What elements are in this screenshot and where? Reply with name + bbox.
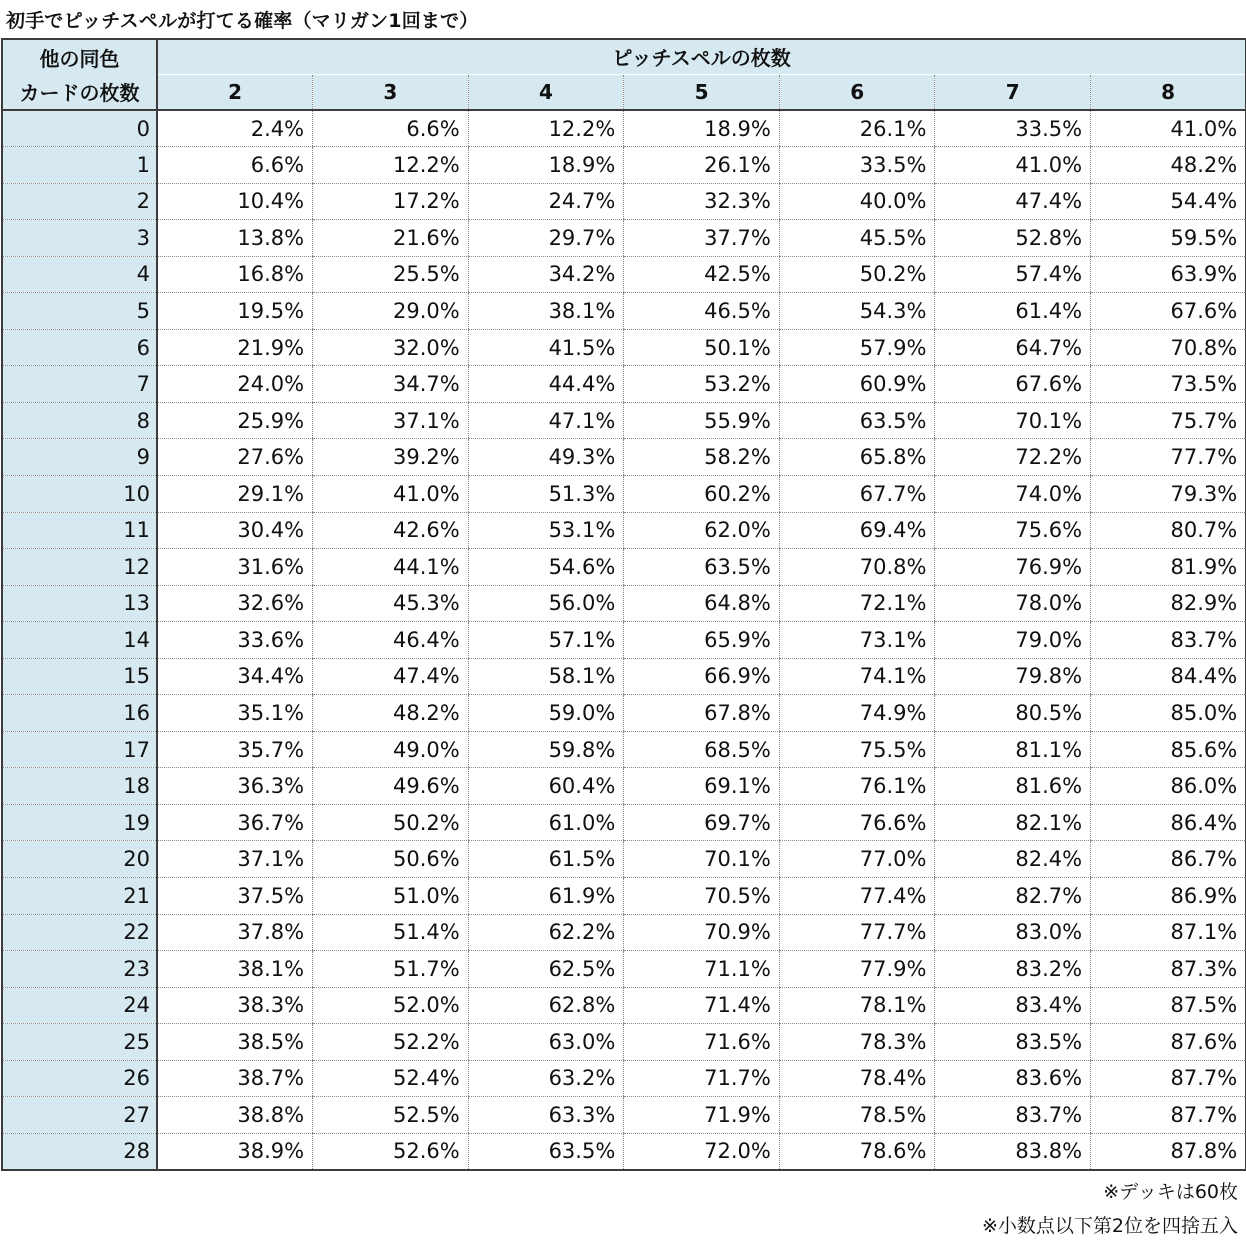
table-cell: 76.6% <box>779 804 935 841</box>
table-cell: 77.0% <box>779 841 935 878</box>
table-cell: 68.5% <box>624 731 780 768</box>
table-cell: 82.7% <box>935 877 1091 914</box>
table-cell: 42.5% <box>624 256 780 293</box>
table-cell: 40.0% <box>779 183 935 220</box>
table-cell: 38.9% <box>157 1133 313 1170</box>
table-cell: 52.0% <box>313 987 469 1024</box>
row-label: 13 <box>2 585 157 622</box>
table-cell: 85.6% <box>1091 731 1246 768</box>
table-cell: 41.5% <box>468 329 624 366</box>
table-cell: 21.9% <box>157 329 313 366</box>
table-row <box>2 439 1246 476</box>
table-cell: 10.4% <box>157 183 313 220</box>
table-cell: 66.9% <box>624 658 780 695</box>
table-cell: 37.1% <box>157 841 313 878</box>
table-cell: 61.4% <box>935 293 1091 330</box>
table-cell: 37.8% <box>157 914 313 951</box>
table-cell: 86.9% <box>1091 877 1246 914</box>
table-cell: 48.2% <box>313 695 469 732</box>
table-cell: 79.0% <box>935 622 1091 659</box>
table-row <box>2 695 1246 732</box>
column-header-5: 5 <box>624 74 780 110</box>
table-cell: 12.2% <box>468 110 624 147</box>
note-deck-size: ※デッキは60枚 <box>1103 1181 1238 1203</box>
table-cell: 41.0% <box>935 147 1091 184</box>
probability-table <box>1 38 1246 1171</box>
table-cell: 62.8% <box>468 987 624 1024</box>
row-label: 16 <box>2 695 157 732</box>
table-cell: 50.2% <box>313 804 469 841</box>
table-cell: 62.0% <box>624 512 780 549</box>
table-cell: 31.6% <box>157 549 313 586</box>
table-cell: 87.5% <box>1091 987 1246 1024</box>
column-header-8: 8 <box>1091 74 1246 110</box>
row-label: 26 <box>2 1060 157 1097</box>
table-cell: 78.1% <box>779 987 935 1024</box>
table-cell: 52.5% <box>313 1097 469 1134</box>
table-cell: 45.5% <box>779 220 935 257</box>
table-cell: 67.8% <box>624 695 780 732</box>
table-cell: 83.7% <box>935 1097 1091 1134</box>
table-cell: 54.6% <box>468 549 624 586</box>
table-cell: 6.6% <box>313 110 469 147</box>
table-cell: 71.4% <box>624 987 780 1024</box>
note-rounding: ※小数点以下第2位を四捨五入 <box>981 1215 1238 1237</box>
table-row <box>2 512 1246 549</box>
table-cell: 67.6% <box>935 366 1091 403</box>
table-cell: 82.9% <box>1091 585 1246 622</box>
table-cell: 62.2% <box>468 914 624 951</box>
table-cell: 26.1% <box>624 147 780 184</box>
table-cell: 75.6% <box>935 512 1091 549</box>
table-cell: 52.8% <box>935 220 1091 257</box>
table-cell: 59.8% <box>468 731 624 768</box>
table-cell: 87.6% <box>1091 1024 1246 1061</box>
table-cell: 53.2% <box>624 366 780 403</box>
row-label: 6 <box>2 329 157 366</box>
table-cell: 13.8% <box>157 220 313 257</box>
table-cell: 18.9% <box>468 147 624 184</box>
table-cell: 34.7% <box>313 366 469 403</box>
table-cell: 41.0% <box>313 475 469 512</box>
table-cell: 82.4% <box>935 841 1091 878</box>
table-cell: 12.2% <box>313 147 469 184</box>
table-cell: 87.8% <box>1091 1133 1246 1170</box>
table-cell: 63.0% <box>468 1024 624 1061</box>
table-cell: 50.6% <box>313 841 469 878</box>
table-cell: 52.2% <box>313 1024 469 1061</box>
table-cell: 65.9% <box>624 622 780 659</box>
table-row <box>2 658 1246 695</box>
row-label: 20 <box>2 841 157 878</box>
table-cell: 78.5% <box>779 1097 935 1134</box>
table-row <box>2 1133 1246 1170</box>
table-cell: 38.5% <box>157 1024 313 1061</box>
table-cell: 42.6% <box>313 512 469 549</box>
table-cell: 69.7% <box>624 804 780 841</box>
table-cell: 74.9% <box>779 695 935 732</box>
table-cell: 49.0% <box>313 731 469 768</box>
table-cell: 34.2% <box>468 256 624 293</box>
table-cell: 62.5% <box>468 951 624 988</box>
table-cell: 71.7% <box>624 1060 780 1097</box>
table-cell: 51.0% <box>313 877 469 914</box>
table-cell: 86.0% <box>1091 768 1246 805</box>
row-label: 24 <box>2 987 157 1024</box>
row-label: 9 <box>2 439 157 476</box>
table-cell: 83.6% <box>935 1060 1091 1097</box>
table-cell: 55.9% <box>624 402 780 439</box>
table-cell: 63.5% <box>468 1133 624 1170</box>
table-cell: 56.0% <box>468 585 624 622</box>
table-row <box>2 402 1246 439</box>
table-cell: 32.6% <box>157 585 313 622</box>
table-body <box>2 110 1246 1170</box>
table-cell: 63.9% <box>1091 256 1246 293</box>
table-cell: 32.3% <box>624 183 780 220</box>
row-label: 21 <box>2 877 157 914</box>
table-row <box>2 220 1246 257</box>
table-cell: 36.3% <box>157 768 313 805</box>
table-cell: 45.3% <box>313 585 469 622</box>
table-cell: 21.6% <box>313 220 469 257</box>
table-cell: 87.3% <box>1091 951 1246 988</box>
table-cell: 38.7% <box>157 1060 313 1097</box>
table-cell: 67.7% <box>779 475 935 512</box>
table-cell: 58.1% <box>468 658 624 695</box>
column-header-7: 7 <box>935 74 1091 110</box>
table-cell: 77.7% <box>779 914 935 951</box>
table-row <box>2 841 1246 878</box>
table-cell: 83.5% <box>935 1024 1091 1061</box>
table-row <box>2 1060 1246 1097</box>
table-cell: 29.7% <box>468 220 624 257</box>
table-cell: 63.5% <box>624 549 780 586</box>
table-cell: 25.5% <box>313 256 469 293</box>
table-cell: 36.7% <box>157 804 313 841</box>
column-header-3: 3 <box>313 74 469 110</box>
table-row <box>2 877 1246 914</box>
row-label: 8 <box>2 402 157 439</box>
table-cell: 2.4% <box>157 110 313 147</box>
table-row <box>2 768 1246 805</box>
row-label: 4 <box>2 256 157 293</box>
table-cell: 29.1% <box>157 475 313 512</box>
table-cell: 80.7% <box>1091 512 1246 549</box>
table-cell: 16.8% <box>157 256 313 293</box>
table-cell: 52.4% <box>313 1060 469 1097</box>
table-cell: 44.1% <box>313 549 469 586</box>
table-row <box>2 475 1246 512</box>
table-cell: 33.6% <box>157 622 313 659</box>
row-label: 10 <box>2 475 157 512</box>
table-cell: 24.7% <box>468 183 624 220</box>
table-cell: 38.1% <box>157 951 313 988</box>
table-cell: 60.2% <box>624 475 780 512</box>
table-cell: 60.4% <box>468 768 624 805</box>
row-label: 23 <box>2 951 157 988</box>
row-label: 19 <box>2 804 157 841</box>
table-cell: 77.7% <box>1091 439 1246 476</box>
table-cell: 51.4% <box>313 914 469 951</box>
table-cell: 87.7% <box>1091 1097 1246 1134</box>
table-cell: 86.7% <box>1091 841 1246 878</box>
table-cell: 70.8% <box>779 549 935 586</box>
table-row <box>2 147 1246 184</box>
table-cell: 67.6% <box>1091 293 1246 330</box>
table-cell: 6.6% <box>157 147 313 184</box>
table-cell: 73.1% <box>779 622 935 659</box>
table-cell: 69.1% <box>624 768 780 805</box>
table-cell: 63.3% <box>468 1097 624 1134</box>
table-row <box>2 549 1246 586</box>
table-cell: 63.2% <box>468 1060 624 1097</box>
row-label: 17 <box>2 731 157 768</box>
table-cell: 17.2% <box>313 183 469 220</box>
table-cell: 59.0% <box>468 695 624 732</box>
row-label: 5 <box>2 293 157 330</box>
table-cell: 58.2% <box>624 439 780 476</box>
table-cell: 61.5% <box>468 841 624 878</box>
row-label: 18 <box>2 768 157 805</box>
table-cell: 77.9% <box>779 951 935 988</box>
table-cell: 30.4% <box>157 512 313 549</box>
table-cell: 61.9% <box>468 877 624 914</box>
table-row <box>2 622 1246 659</box>
table-cell: 57.9% <box>779 329 935 366</box>
table-cell: 35.7% <box>157 731 313 768</box>
table-row <box>2 1024 1246 1061</box>
table-cell: 50.1% <box>624 329 780 366</box>
row-header-label-line2: カードの枚数 <box>2 74 157 110</box>
table-row <box>2 256 1246 293</box>
table-cell: 72.0% <box>624 1133 780 1170</box>
table-cell: 72.1% <box>779 585 935 622</box>
table-cell: 34.4% <box>157 658 313 695</box>
table-cell: 82.1% <box>935 804 1091 841</box>
table-cell: 84.4% <box>1091 658 1246 695</box>
table-cell: 61.0% <box>468 804 624 841</box>
table-cell: 38.3% <box>157 987 313 1024</box>
table-cell: 73.5% <box>1091 366 1246 403</box>
table-cell: 78.4% <box>779 1060 935 1097</box>
row-label: 22 <box>2 914 157 951</box>
table-cell: 71.1% <box>624 951 780 988</box>
table-cell: 77.4% <box>779 877 935 914</box>
table-cell: 26.1% <box>779 110 935 147</box>
table-cell: 69.4% <box>779 512 935 549</box>
table-cell: 57.1% <box>468 622 624 659</box>
table-cell: 32.0% <box>313 329 469 366</box>
table-cell: 60.9% <box>779 366 935 403</box>
table-cell: 78.0% <box>935 585 1091 622</box>
row-label: 12 <box>2 549 157 586</box>
table-cell: 80.5% <box>935 695 1091 732</box>
table-cell: 63.5% <box>779 402 935 439</box>
table-cell: 47.1% <box>468 402 624 439</box>
table-cell: 70.1% <box>935 402 1091 439</box>
table-cell: 37.5% <box>157 877 313 914</box>
row-label: 11 <box>2 512 157 549</box>
table-cell: 83.2% <box>935 951 1091 988</box>
table-cell: 33.5% <box>779 147 935 184</box>
row-label: 7 <box>2 366 157 403</box>
row-label: 2 <box>2 183 157 220</box>
table-cell: 70.1% <box>624 841 780 878</box>
table-cell: 83.8% <box>935 1133 1091 1170</box>
table-row <box>2 293 1246 330</box>
table-cell: 71.9% <box>624 1097 780 1134</box>
table-cell: 71.6% <box>624 1024 780 1061</box>
table-cell: 49.6% <box>313 768 469 805</box>
table-cell: 81.1% <box>935 731 1091 768</box>
table-cell: 83.0% <box>935 914 1091 951</box>
row-label: 3 <box>2 220 157 257</box>
table-cell: 54.3% <box>779 293 935 330</box>
table-cell: 37.7% <box>624 220 780 257</box>
table-cell: 53.1% <box>468 512 624 549</box>
table-cell: 64.8% <box>624 585 780 622</box>
table-cell: 33.5% <box>935 110 1091 147</box>
table-row <box>2 585 1246 622</box>
table-cell: 83.7% <box>1091 622 1246 659</box>
table-cell: 86.4% <box>1091 804 1246 841</box>
row-label: 28 <box>2 1133 157 1170</box>
table-cell: 47.4% <box>935 183 1091 220</box>
table-cell: 49.3% <box>468 439 624 476</box>
row-label: 14 <box>2 622 157 659</box>
table-cell: 29.0% <box>313 293 469 330</box>
table-cell: 81.6% <box>935 768 1091 805</box>
table-cell: 24.0% <box>157 366 313 403</box>
column-group-label: ピッチスペルの枚数 <box>157 39 1246 74</box>
table-cell: 54.4% <box>1091 183 1246 220</box>
table-cell: 57.4% <box>935 256 1091 293</box>
table-cell: 38.8% <box>157 1097 313 1134</box>
table-cell: 87.1% <box>1091 914 1246 951</box>
table-cell: 48.2% <box>1091 147 1246 184</box>
table-cell: 70.8% <box>1091 329 1246 366</box>
table-cell: 19.5% <box>157 293 313 330</box>
table-cell: 27.6% <box>157 439 313 476</box>
table-row <box>2 183 1246 220</box>
table-cell: 25.9% <box>157 402 313 439</box>
table-cell: 87.7% <box>1091 1060 1246 1097</box>
row-header-label-line1: 他の同色 <box>2 39 157 74</box>
table-cell: 70.5% <box>624 877 780 914</box>
table-cell: 78.3% <box>779 1024 935 1061</box>
table-cell: 46.5% <box>624 293 780 330</box>
table-row <box>2 914 1246 951</box>
row-label: 25 <box>2 1024 157 1061</box>
row-label: 27 <box>2 1097 157 1134</box>
table-cell: 75.7% <box>1091 402 1246 439</box>
table-cell: 79.8% <box>935 658 1091 695</box>
table-cell: 44.4% <box>468 366 624 403</box>
column-header-6: 6 <box>779 74 935 110</box>
table-cell: 37.1% <box>313 402 469 439</box>
table-cell: 38.1% <box>468 293 624 330</box>
table-cell: 52.6% <box>313 1133 469 1170</box>
table-cell: 75.5% <box>779 731 935 768</box>
table-row <box>2 804 1246 841</box>
row-label: 0 <box>2 110 157 147</box>
table-cell: 79.3% <box>1091 475 1246 512</box>
table-cell: 41.0% <box>1091 110 1246 147</box>
table-cell: 47.4% <box>313 658 469 695</box>
table-cell: 39.2% <box>313 439 469 476</box>
table-cell: 74.0% <box>935 475 1091 512</box>
table-cell: 59.5% <box>1091 220 1246 257</box>
table-cell: 46.4% <box>313 622 469 659</box>
table-row <box>2 951 1246 988</box>
table-cell: 85.0% <box>1091 695 1246 732</box>
table-cell: 78.6% <box>779 1133 935 1170</box>
row-label: 15 <box>2 658 157 695</box>
column-header-2: 2 <box>157 74 313 110</box>
table-cell: 72.2% <box>935 439 1091 476</box>
table-cell: 70.9% <box>624 914 780 951</box>
table-cell: 76.1% <box>779 768 935 805</box>
table-row <box>2 987 1246 1024</box>
table-cell: 35.1% <box>157 695 313 732</box>
table-cell: 18.9% <box>624 110 780 147</box>
column-header-4: 4 <box>468 74 624 110</box>
table-cell: 50.2% <box>779 256 935 293</box>
table-row <box>2 366 1246 403</box>
row-label: 1 <box>2 147 157 184</box>
table-cell: 51.7% <box>313 951 469 988</box>
table-row <box>2 1097 1246 1134</box>
table-cell: 83.4% <box>935 987 1091 1024</box>
table-row <box>2 731 1246 768</box>
table-cell: 65.8% <box>779 439 935 476</box>
table-row <box>2 110 1246 147</box>
table-cell: 51.3% <box>468 475 624 512</box>
table-title: 初手でピッチスペルが打てる確率（マリガン1回まで） <box>6 10 479 32</box>
table-row <box>2 329 1246 366</box>
table-cell: 81.9% <box>1091 549 1246 586</box>
table-cell: 74.1% <box>779 658 935 695</box>
table-cell: 64.7% <box>935 329 1091 366</box>
table-cell: 76.9% <box>935 549 1091 586</box>
